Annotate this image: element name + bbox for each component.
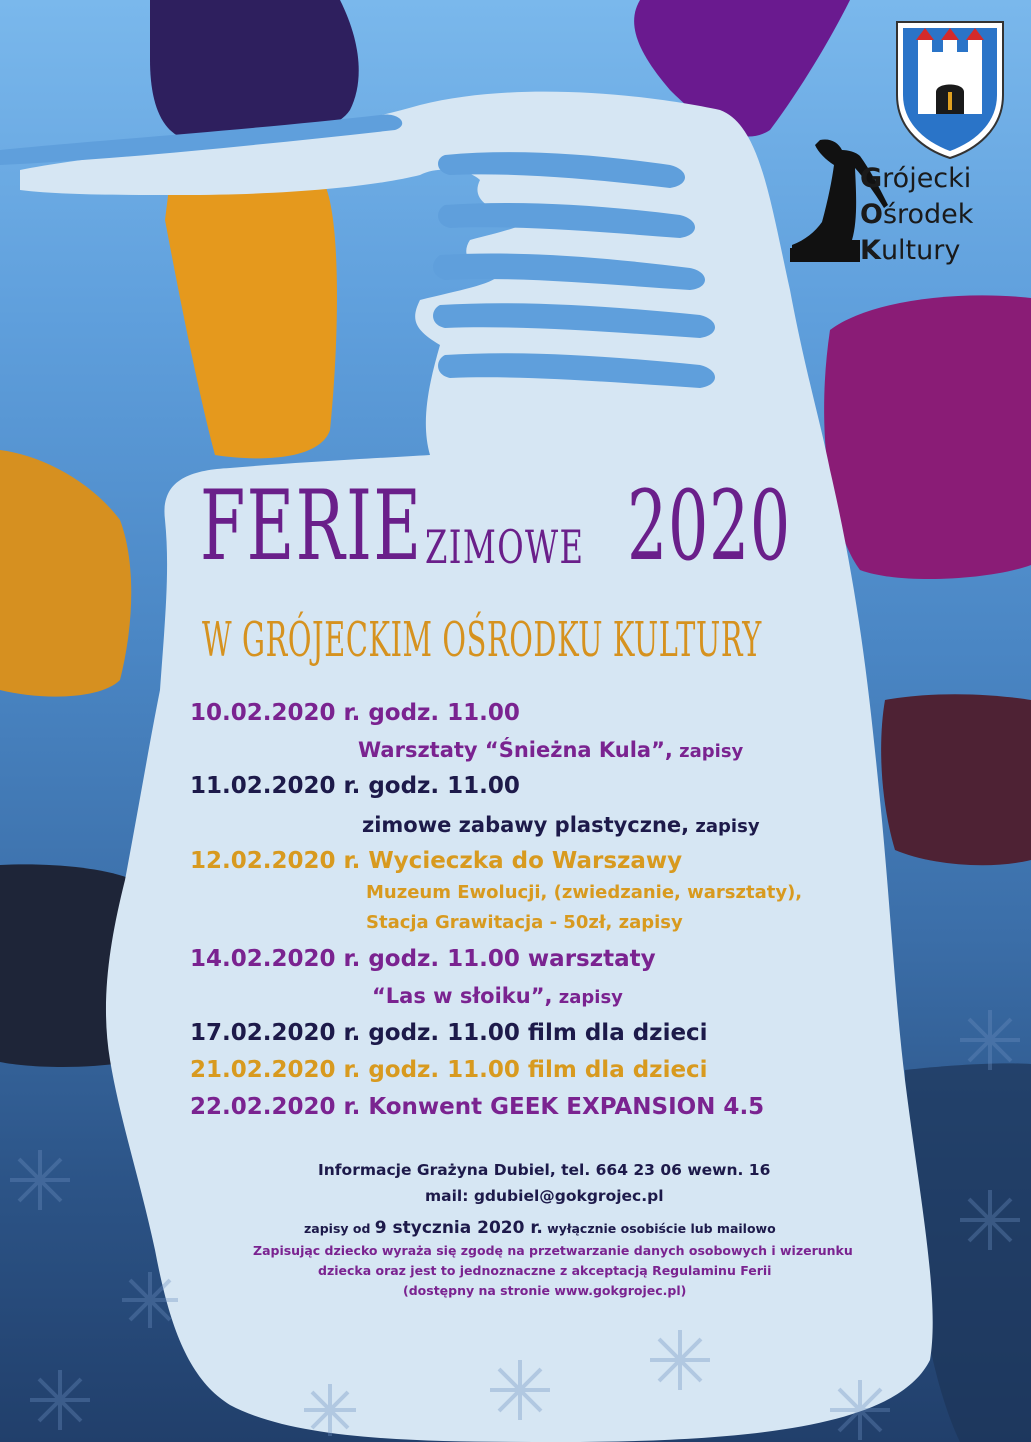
consent-line-1: Zapisując dziecko wyraża się zgodę na przetwarzanie danych osobowych i wizerunku [253,1243,853,1258]
orange-blob-left [165,172,337,458]
contact-mail: mail: gdubiel@gokgrojec.pl [425,1187,664,1205]
orange-blob-far-left [0,450,131,697]
logo-line-3: Kultury [860,235,961,266]
logo-line-1: Grójecki [860,163,972,194]
event-2-date: 11.02.2020 r. godz. 11.00 [190,773,520,799]
title-year: 2020 [627,470,791,582]
contact-info: Informacje Grażyna Dubiel, tel. 664 23 06 wewn. 16 [318,1161,771,1179]
event-5: 17.02.2020 r. godz. 11.00 film dla dzieci [190,1020,708,1046]
dark-red-blob-right [881,694,1031,865]
magenta-blob-right [824,295,1031,579]
event-3-line-3: Stacja Grawitacja - 50zł, zapisy [366,912,683,933]
event-2-detail: zimowe zabawy plastyczne, zapisy [362,813,760,837]
navy-blob-top [150,0,359,142]
signup-info: zapisy od 9 stycznia 2020 r. wyłącznie osobiście lub mailowo [304,1218,776,1238]
event-3-line-2: Muzeum Ewolucji, (zwiedzanie, warsztaty), [366,882,803,903]
coat-of-arms-icon [897,22,1003,158]
subtitle: W GRÓJECKIM OŚRODKU KULTURY [202,612,762,668]
event-4-detail: “Las w słoiku”, zapisy [372,984,623,1008]
logo-line-2: Ośrodek [860,199,974,230]
consent-line-2: dziecka oraz jest to jednoznaczne z akceptacją Regulaminu Ferii [318,1263,772,1278]
title-ferie: FERIE [200,470,423,582]
event-7: 22.02.2020 r. Konwent GEEK EXPANSION 4.5 [190,1094,765,1120]
text-panel [20,92,933,1442]
event-4-date: 14.02.2020 r. godz. 11.00 warsztaty [190,946,656,972]
event-3-date: 12.02.2020 r. Wycieczka do Warszawy [190,848,683,874]
event-1-detail: Warsztaty “Śnieżna Kula”, zapisy [358,738,744,762]
consent-line-3: (dostępny na stronie www.gokgrojec.pl) [403,1283,687,1298]
event-6: 21.02.2020 r. godz. 11.00 film dla dzieci [190,1057,708,1083]
title-zimowe: ZIMOWE [425,520,585,574]
event-1-date: 10.02.2020 r. godz. 11.00 [190,700,520,726]
